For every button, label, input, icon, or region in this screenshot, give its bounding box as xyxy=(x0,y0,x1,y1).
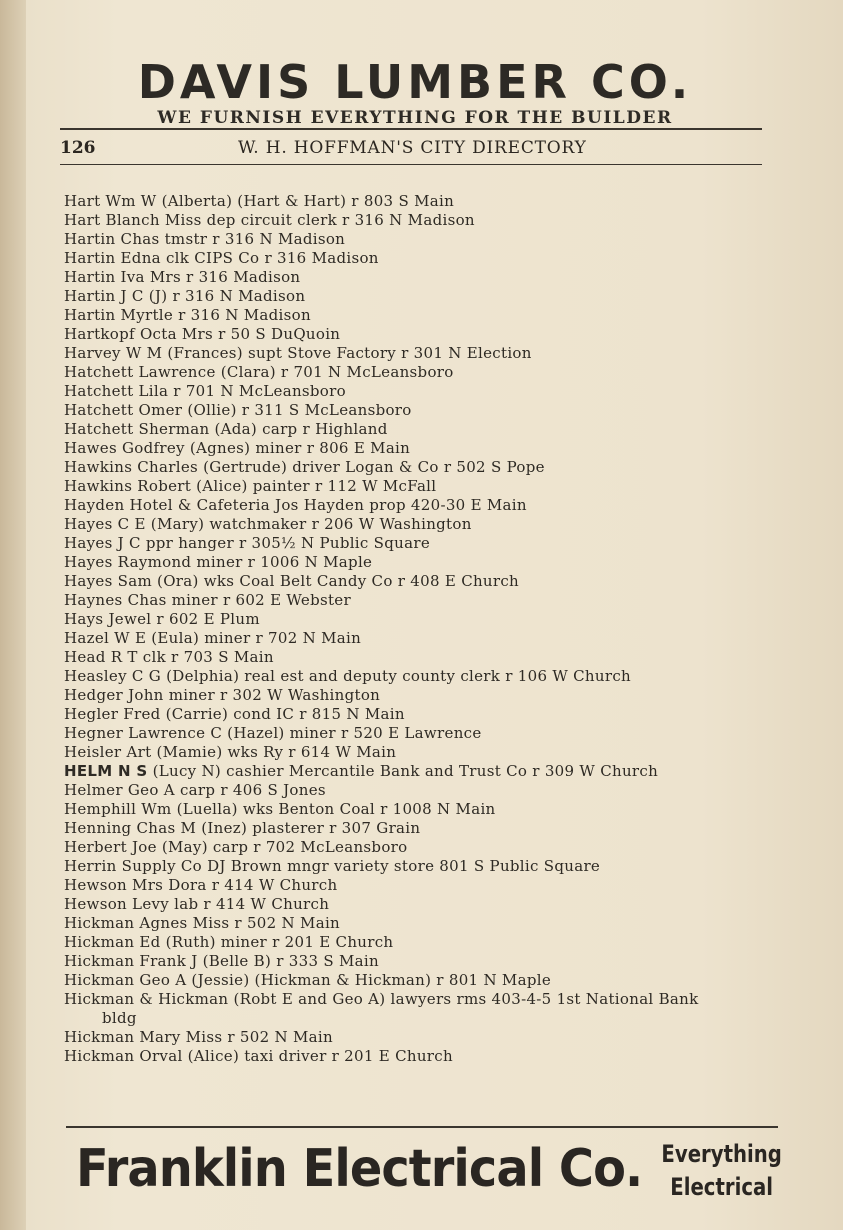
directory-entry: Hickman & Hickman (Robt E and Geo A) lawyers rms 403-4-5 1st National Bank bldg xyxy=(64,990,699,1027)
directory-entry: Hays Jewel r 602 E Plum xyxy=(64,610,260,628)
directory-entry-bold xyxy=(64,762,714,781)
directory-entry: Hayden Hotel & Cafeteria Jos Hayden prop 420-30 E Main xyxy=(64,496,527,514)
directory-entry: Helmer Geo A carp r 406 S Jones xyxy=(64,781,326,799)
directory-entry: Hickman Frank J (Belle B) r 333 S Main xyxy=(64,952,379,970)
directory-entry: Hickman Ed (Ruth) miner r 201 E Church xyxy=(64,933,394,951)
directory-entry: Hickman Agnes Miss r 502 N Main xyxy=(64,914,341,932)
ad-tagline: WE FURNISH EVERYTHING FOR THE BUILDER xyxy=(157,108,673,128)
ad2-company-name: Franklin Electrical Co. xyxy=(76,1139,643,1199)
ad2-tagline-line1: Everything xyxy=(661,1140,782,1168)
directory-entry: Hickman Geo A (Jessie) (Hickman & Hickman) r 801 N Maple xyxy=(64,971,552,989)
directory-entry: Hart Blanch Miss dep circuit clerk r 316 N Madison xyxy=(64,211,475,229)
directory-entry: Hatchett Lila r 701 N McLeansboro xyxy=(64,382,346,400)
directory-entry: Hickman Orval (Alice) taxi driver r 201 E Church xyxy=(64,1047,453,1065)
ad2-tagline xyxy=(662,1138,782,1204)
directory-entries xyxy=(64,192,714,1066)
page-number: 126 xyxy=(60,138,96,158)
directory-entry: Heisler Art (Mamie) wks Ry r 614 W Main xyxy=(64,743,397,761)
directory-entry: Hedger John miner r 302 W Washington xyxy=(64,686,381,704)
directory-entry: Hawkins Charles (Gertrude) driver Logan & Co r 502 S Pope xyxy=(64,458,545,476)
directory-entry: Hayes Raymond miner r 1006 N Maple xyxy=(64,553,373,571)
directory-entry: Hegner Lawrence C (Hazel) miner r 520 E Lawrence xyxy=(64,724,482,742)
directory-entry: Hartin Iva Mrs r 316 Madison xyxy=(64,268,301,286)
directory-entry: Henning Chas M (Inez) plasterer r 307 Grain xyxy=(64,819,421,837)
directory-entry: Hartin Edna clk CIPS Co r 316 Madison xyxy=(64,249,379,267)
directory-entry: Hawkins Robert (Alice) painter r 112 W McFall xyxy=(64,477,437,495)
directory-entry: Haynes Chas miner r 602 E Webster xyxy=(64,591,351,609)
directory-entry: Herrin Supply Co DJ Brown mngr variety store 801 S Public Square xyxy=(64,857,601,875)
directory-entry: Hawes Godfrey (Agnes) miner r 806 E Main xyxy=(64,439,411,457)
directory-entry: Hayes Sam (Ora) wks Coal Belt Candy Co r 408 E Church xyxy=(64,572,520,590)
bold-entry-name: HELM N S xyxy=(64,762,148,780)
header-rule-top xyxy=(60,128,762,130)
header-rule-bottom xyxy=(60,164,762,165)
directory-entry: Hart Wm W (Alberta) (Hart & Hart) r 803 S Main xyxy=(64,192,455,210)
directory-entry: Hayes J C ppr hanger r 305½ N Public Square xyxy=(64,534,431,552)
running-head: W. H. HOFFMAN'S CITY DIRECTORY xyxy=(238,138,587,158)
directory-entry: Herbert Joe (May) carp r 702 McLeansboro xyxy=(64,838,408,856)
directory-entry: Hartin J C (J) r 316 N Madison xyxy=(64,287,306,305)
ad2-tagline-line2: Electrical xyxy=(670,1173,774,1201)
directory-entry: Hartin Chas tmstr r 316 N Madison xyxy=(64,230,346,248)
directory-entry: Hatchett Sherman (Ada) carp r Highland xyxy=(64,420,388,438)
bottom-advertisement xyxy=(70,1134,782,1214)
directory-entry: Hewson Levy lab r 414 W Church xyxy=(64,895,330,913)
page-binding-edge xyxy=(0,0,26,1230)
page-header xyxy=(60,136,760,162)
directory-entry: Hatchett Lawrence (Clara) r 701 N McLeansboro xyxy=(64,363,454,381)
directory-entry: Hickman Mary Miss r 502 N Main xyxy=(64,1028,333,1046)
directory-entry: Hewson Mrs Dora r 414 W Church xyxy=(64,876,338,894)
directory-entry: Hartin Myrtle r 316 N Madison xyxy=(64,306,311,324)
directory-entry: Hemphill Wm (Luella) wks Benton Coal r 1008 N Main xyxy=(64,800,496,818)
directory-entry: Hegler Fred (Carrie) cond IC r 815 N Main xyxy=(64,705,405,723)
footer-rule-top xyxy=(66,1126,778,1128)
directory-entry: Hazel W E (Eula) miner r 702 N Main xyxy=(64,629,362,647)
top-advertisement xyxy=(60,52,770,128)
directory-entry: Heasley C G (Delphia) real est and deputy county clerk r 106 W Church xyxy=(64,667,631,685)
directory-entry: Hartkopf Octa Mrs r 50 S DuQuoin xyxy=(64,325,341,343)
directory-entry: Harvey W M (Frances) supt Stove Factory r 301 N Election xyxy=(64,344,532,362)
ad-company-name: DAVIS LUMBER CO. xyxy=(137,55,693,109)
bold-entry-detail: (Lucy N) cashier Mercantile Bank and Trust Co r 309 W Church xyxy=(152,762,659,780)
directory-entry: Hatchett Omer (Ollie) r 311 S McLeansboro xyxy=(64,401,412,419)
directory-entry: Head R T clk r 703 S Main xyxy=(64,648,274,666)
directory-entry: Hayes C E (Mary) watchmaker r 206 W Washington xyxy=(64,515,472,533)
